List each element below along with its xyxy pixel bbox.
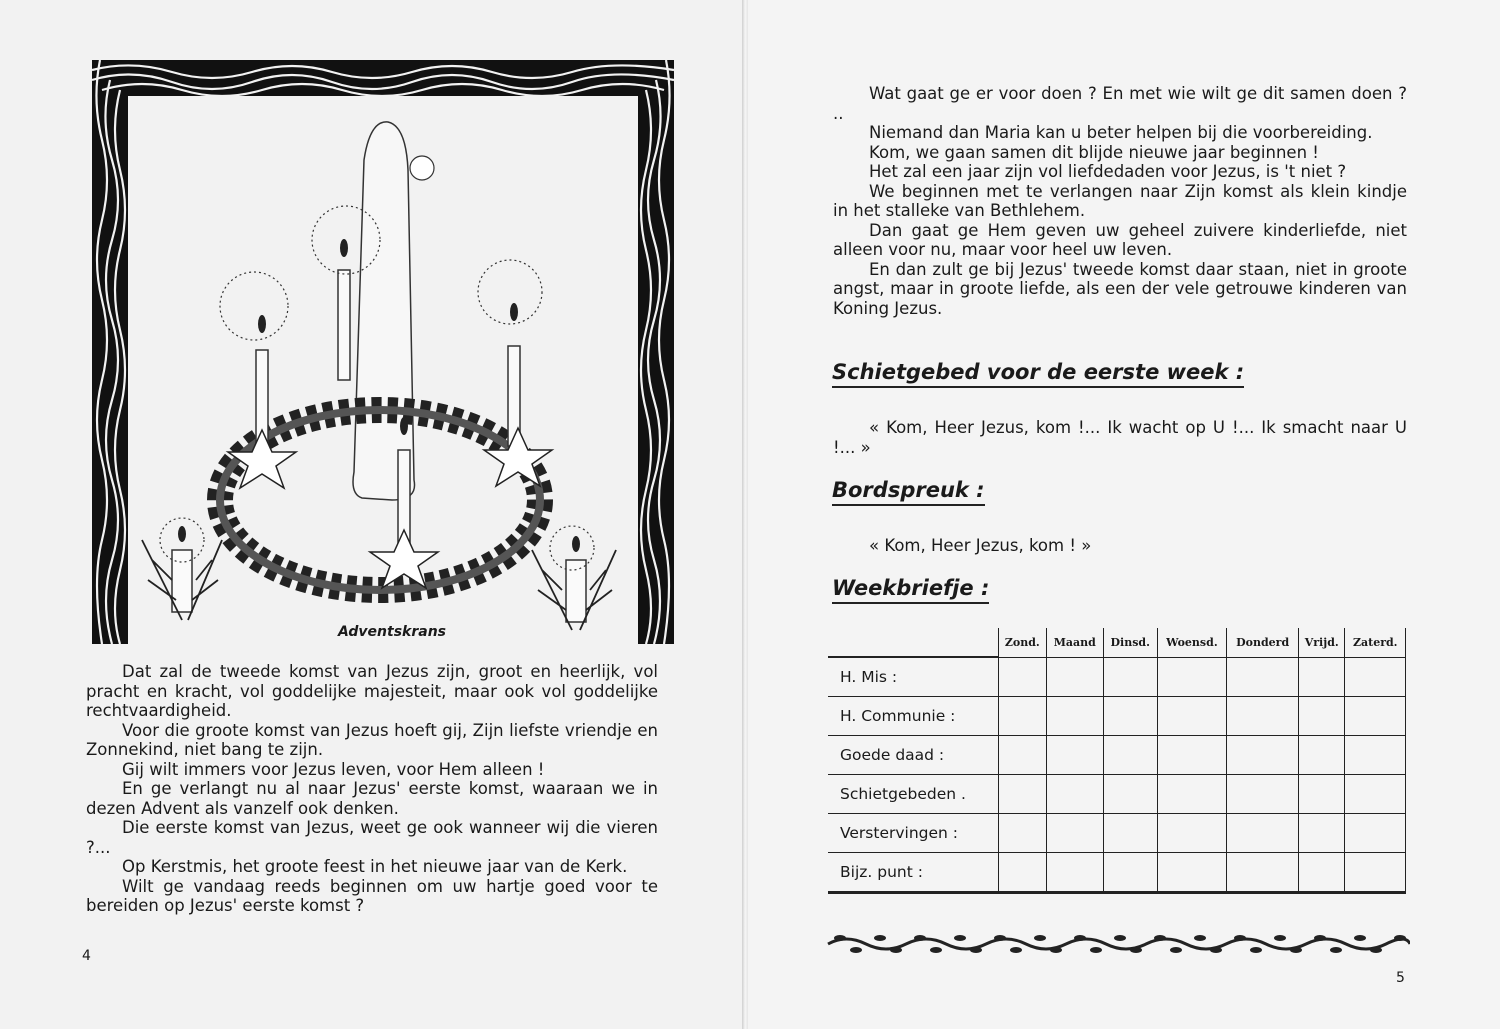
paragraph: Voor die groote komst van Jezus hoeft gij, Zijn liefste vriendje en Zonnekind, niet bang te zijn. — [86, 720, 658, 759]
table-cell[interactable] — [1345, 775, 1406, 814]
row-label: Schietgebeden . — [828, 775, 999, 814]
table-cell[interactable] — [1046, 736, 1103, 775]
schietgebed-heading: Schietgebed voor de eerste week : — [832, 360, 1244, 388]
paragraph: Het zal een jaar zijn vol liefdedaden voor Jezus, is 't niet ? — [869, 162, 1347, 181]
paragraph: We beginnen met te verlangen naar Zijn komst als klein kindje in het stalleke van Bethlehem. — [833, 181, 1407, 220]
table-cell[interactable] — [1103, 853, 1157, 893]
table-cell[interactable] — [999, 657, 1047, 697]
table-cell[interactable] — [1046, 775, 1103, 814]
advent-wreath-illustration — [92, 60, 674, 644]
garland-ornament — [826, 928, 1410, 960]
day-header: Zond. — [999, 628, 1047, 657]
row-label: H. Mis : — [828, 657, 999, 697]
day-header: Maand — [1046, 628, 1103, 657]
weekbriefje-table — [828, 628, 1406, 894]
table-cell[interactable] — [1299, 657, 1345, 697]
table-header-row — [828, 628, 1406, 657]
table-cell[interactable] — [1103, 814, 1157, 853]
table-cell[interactable] — [1227, 736, 1299, 775]
table-cell[interactable] — [1157, 697, 1227, 736]
paragraph: En ge verlangt nu al naar Jezus' eerste komst, waaraan we in dezen Advent als vanzelf ook denken. — [86, 779, 658, 818]
table-cell[interactable] — [1157, 657, 1227, 697]
table-cell[interactable] — [1227, 697, 1299, 736]
table-cell[interactable] — [1103, 736, 1157, 775]
page-number-right: 5 — [1396, 970, 1405, 986]
bordspreuk-heading: Bordspreuk : — [832, 478, 985, 506]
paragraph: Dan gaat ge Hem geven uw geheel zuivere kinderliefde, niet alleen voor nu, maar voor heel uw leven. — [833, 220, 1407, 259]
table-row — [828, 657, 1406, 697]
table-cell[interactable] — [999, 814, 1047, 853]
table-row — [828, 853, 1406, 893]
day-header: Donderd — [1227, 628, 1299, 657]
table-cell[interactable] — [999, 853, 1047, 893]
paragraph: Die eerste komst van Jezus, weet ge ook wanneer wij die vieren ?... — [86, 818, 658, 857]
paragraph: Kom, we gaan samen dit blijde nieuwe jaar beginnen ! — [869, 142, 1319, 162]
day-header: Zaterd. — [1345, 628, 1406, 657]
left-page — [0, 0, 744, 1029]
table-cell[interactable] — [1299, 775, 1345, 814]
table-cell[interactable] — [1046, 657, 1103, 697]
table-row — [828, 814, 1406, 853]
table-cell[interactable] — [1345, 736, 1406, 775]
table-corner — [828, 628, 999, 657]
paragraph: Niemand dan Maria kan u beter helpen bij die voorbereiding. — [869, 123, 1373, 142]
table-row — [828, 736, 1406, 775]
table-cell[interactable] — [1157, 814, 1227, 853]
table-cell[interactable] — [999, 736, 1047, 775]
illustration-caption: Adventskrans — [338, 624, 447, 640]
table-cell[interactable] — [1299, 736, 1345, 775]
paragraph: Op Kerstmis, het groote feest in het nieuwe jaar van de Kerk. — [122, 857, 628, 876]
right-body-text — [833, 84, 1407, 318]
table-cell[interactable] — [1345, 853, 1406, 893]
row-label: H. Communie : — [828, 697, 999, 736]
paragraph: Wat gaat ge er voor doen ? En met wie wilt ge dit samen doen ? .. — [833, 84, 1407, 123]
table-cell[interactable] — [1227, 775, 1299, 814]
table-cell[interactable] — [999, 775, 1047, 814]
table-row — [828, 697, 1406, 736]
row-label: Goede daad : — [828, 736, 999, 775]
table-cell[interactable] — [1157, 736, 1227, 775]
day-header: Woensd. — [1157, 628, 1227, 657]
weekbriefje-heading: Weekbriefje : — [832, 576, 989, 604]
paragraph: En dan zult ge bij Jezus' tweede komst daar staan, niet in groote angst, maar in groote liefde, als een der vele getrouwe kinderen van Koning Jezus. — [833, 259, 1407, 318]
row-label: Bijz. punt : — [828, 853, 999, 893]
table-cell[interactable] — [1299, 853, 1345, 893]
paragraph: Dat zal de tweede komst van Jezus zijn, groot en heerlijk, vol pracht en kracht, vol goddelijke majesteit, maar ook vol goddelijke rechtvaardigheid. — [86, 662, 658, 720]
table-cell[interactable] — [1227, 853, 1299, 893]
table-cell[interactable] — [1345, 657, 1406, 697]
left-body-text — [86, 662, 658, 916]
table-cell[interactable] — [1299, 697, 1345, 736]
paragraph: Wilt ge vandaag reeds beginnen om uw hartje goed voor te bereiden op Jezus' eerste komst ? — [86, 876, 658, 915]
table-cell[interactable] — [1046, 697, 1103, 736]
page-number-left: 4 — [82, 948, 91, 964]
table-cell[interactable] — [1345, 814, 1406, 853]
table-cell[interactable] — [1103, 775, 1157, 814]
table-cell[interactable] — [1046, 814, 1103, 853]
table-cell[interactable] — [1103, 697, 1157, 736]
table-cell[interactable] — [1157, 853, 1227, 893]
table-cell[interactable] — [999, 697, 1047, 736]
paragraph: Gij wilt immers voor Jezus leven, voor Hem alleen ! — [122, 759, 545, 779]
row-label: Verstervingen : — [828, 814, 999, 853]
table-cell[interactable] — [1227, 814, 1299, 853]
day-header: Dinsd. — [1103, 628, 1157, 657]
table-cell[interactable] — [1299, 814, 1345, 853]
table-cell[interactable] — [1103, 657, 1157, 697]
table-cell[interactable] — [1345, 697, 1406, 736]
schietgebed-text: « Kom, Heer Jezus, kom !... Ik wacht op U !... Ik smacht naar U !... » — [833, 418, 1407, 457]
table-cell[interactable] — [1046, 853, 1103, 893]
bordspreuk-text: « Kom, Heer Jezus, kom ! » — [869, 536, 1092, 555]
table-cell[interactable] — [1227, 657, 1299, 697]
table-cell[interactable] — [1157, 775, 1227, 814]
day-header: Vrijd. — [1299, 628, 1345, 657]
table-row — [828, 775, 1406, 814]
